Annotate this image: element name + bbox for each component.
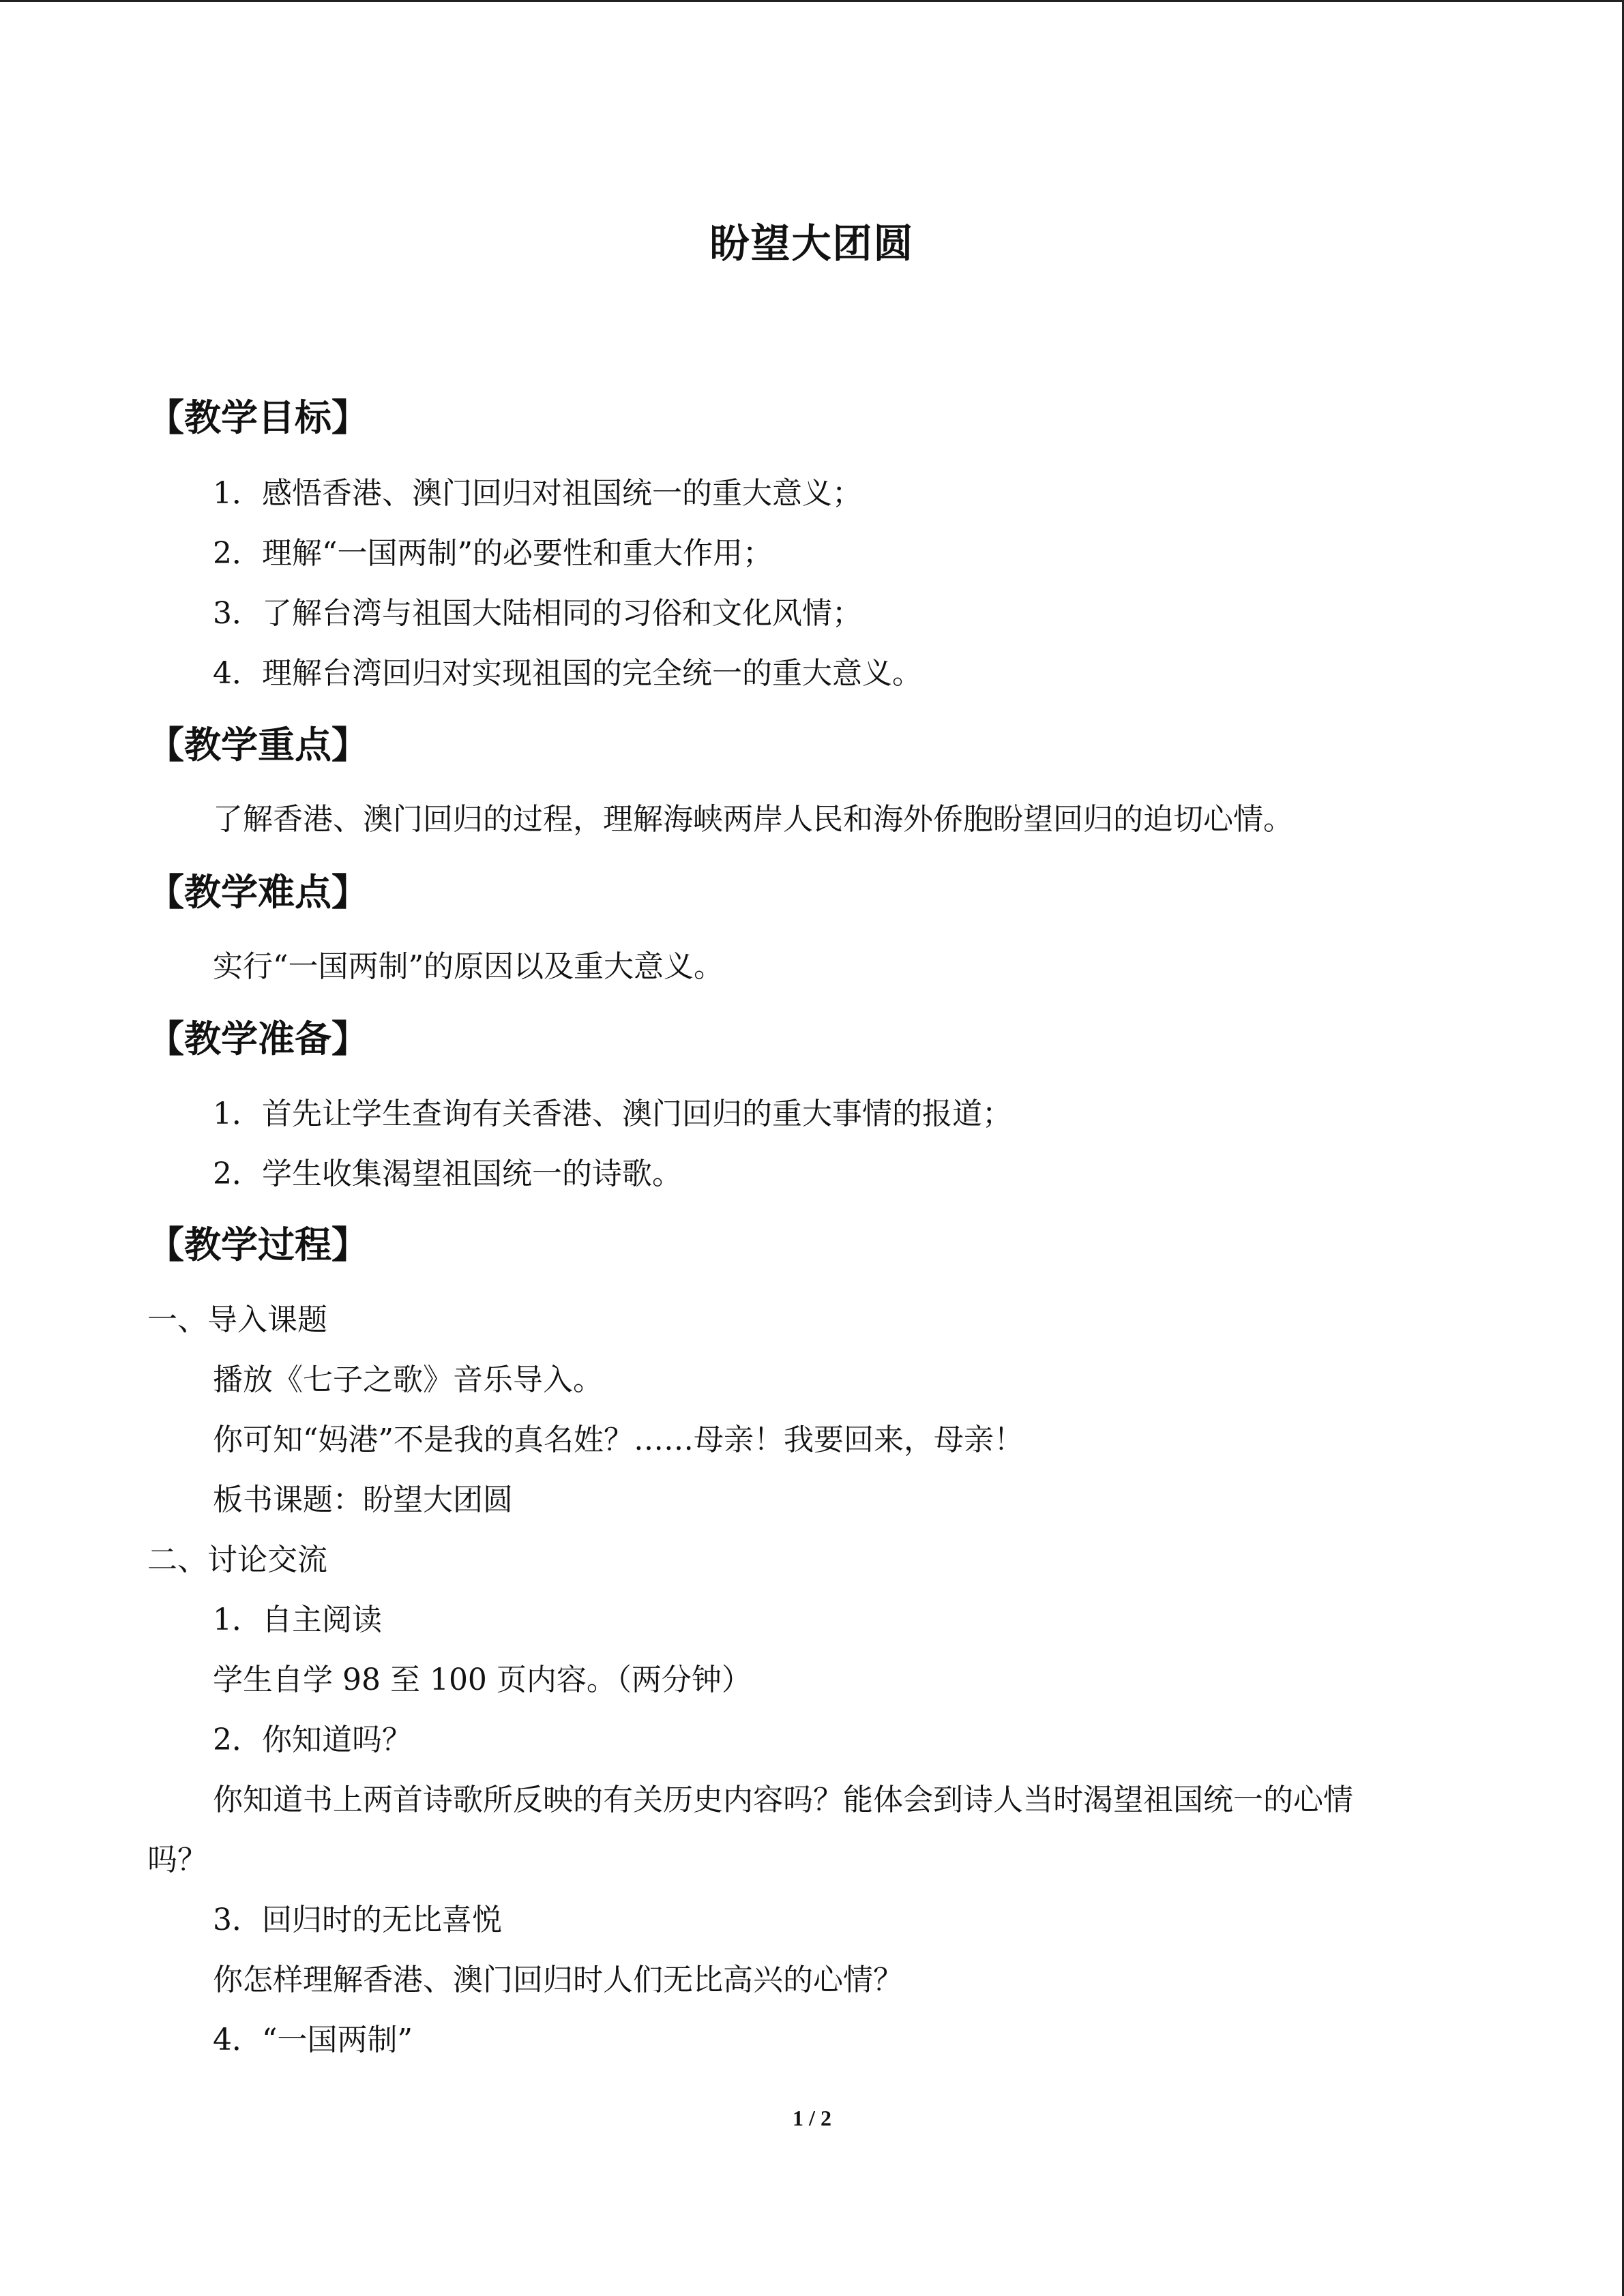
process-part1-line-1: 播放《七子之歌》音乐导入。: [213, 1362, 603, 1397]
preparation-item-2: 2．学生收集渴望祖国统一的诗歌。: [213, 1157, 682, 1191]
process-part2-line-8: 4．“一国两制”: [213, 2023, 413, 2057]
page-top-border: [0, 0, 1624, 2]
process-part2-line-2: 学生自学 98 至 100 页内容。（两分钟）: [213, 1663, 752, 1697]
heading-preparation: 【教学准备】: [147, 1017, 368, 1060]
process-part1-line-2: 你可知“妈港”不是我的真名姓？……母亲！我要回来，母亲！: [213, 1422, 1024, 1457]
key-points-text: 了解香港、澳门回归的过程，理解海峡两岸人民和海外侨胞盼望回归的迫切心情。: [213, 802, 1293, 837]
preparation-item-1: 1．首先让学生查询有关香港、澳门回归的重大事情的报道；: [213, 1097, 1012, 1131]
goal-item-4: 4．理解台湾回归对实现祖国的完全统一的重大意义。: [213, 656, 922, 691]
process-part2-line-3: 2．你知道吗？: [213, 1723, 412, 1757]
heading-key-points: 【教学重点】: [147, 723, 368, 766]
goal-item-3: 3．了解台湾与祖国大陆相同的习俗和文化风情；: [213, 596, 862, 631]
process-part2-line-7: 你怎样理解香港、澳门回归时人们无比高兴的心情？: [213, 1963, 903, 1997]
goal-item-1: 1．感悟香港、澳门回归对祖国统一的重大意义；: [213, 476, 862, 511]
heading-goals: 【教学目标】: [147, 396, 368, 439]
process-part1-line-3: 板书课题：盼望大团圆: [213, 1482, 513, 1517]
process-part2-line-5: 吗？: [147, 1843, 207, 1877]
difficulties-text: 实行“一国两制”的原因以及重大意义。: [213, 949, 724, 984]
document-title: 盼望大团圆: [709, 220, 915, 267]
process-part2-line-6: 3．回归时的无比喜悦: [213, 1903, 502, 1937]
page-number: 1 / 2: [793, 2106, 831, 2130]
heading-process: 【教学过程】: [147, 1223, 368, 1266]
heading-difficulties: 【教学难点】: [147, 870, 368, 914]
process-part2-line-4: 你知道书上两首诗歌所反映的有关历史内容吗？能体会到诗人当时渴望祖国统一的心情: [213, 1783, 1353, 1817]
process-part2-title: 二、讨论交流: [147, 1542, 327, 1577]
process-part1-title: 一、导入课题: [147, 1302, 327, 1337]
process-part2-line-1: 1．自主阅读: [213, 1602, 382, 1637]
goal-item-2: 2．理解“一国两制”的必要性和重大作用；: [213, 536, 773, 571]
